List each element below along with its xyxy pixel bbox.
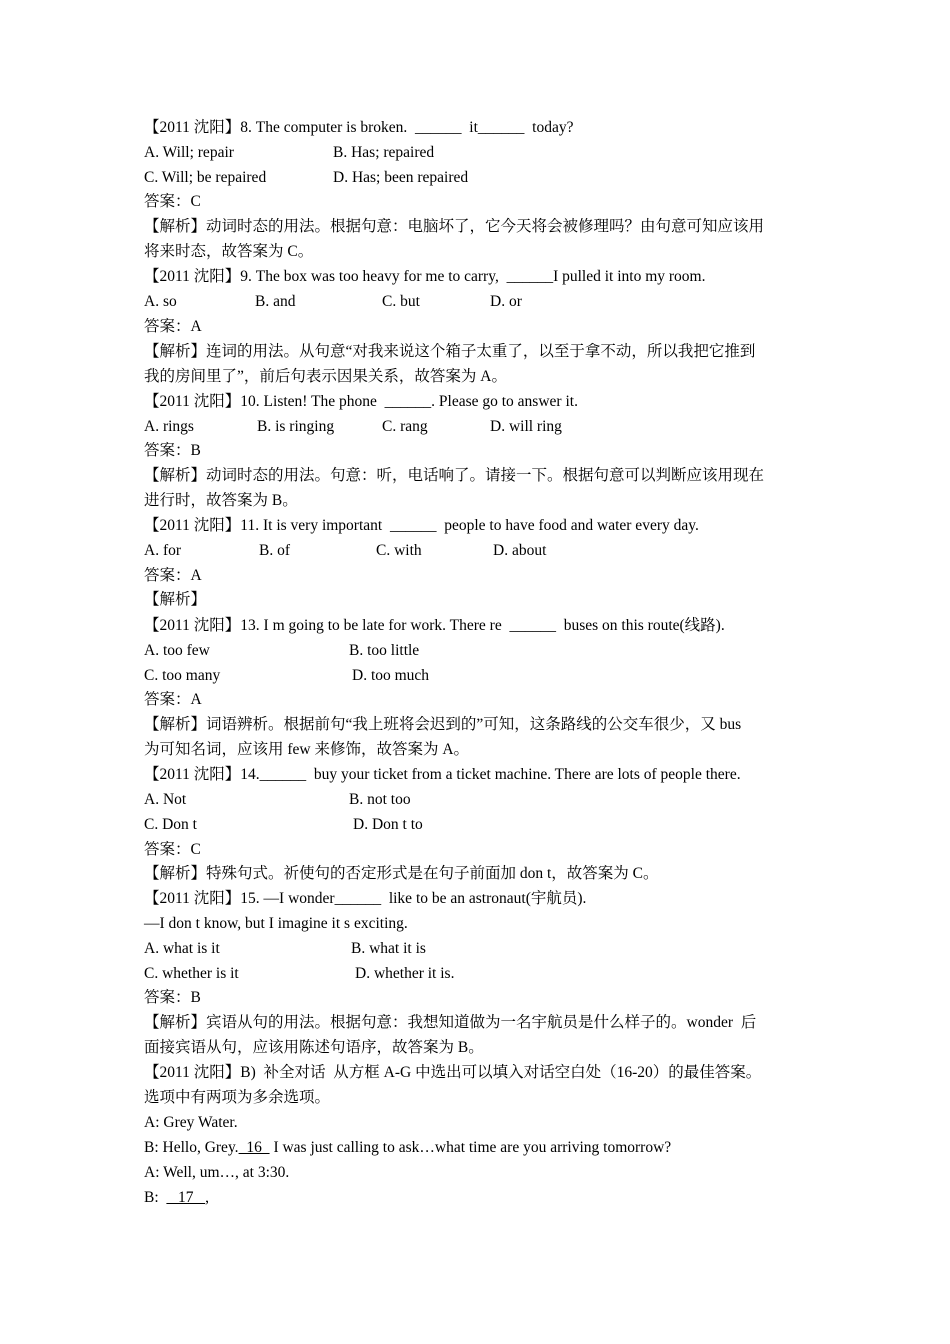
q11-option-b: B. of	[259, 542, 290, 559]
dialogue-line-4	[144, 1188, 209, 1208]
q13-option-b: B. too little	[349, 642, 420, 659]
q10-option-b: B. is ringing	[257, 418, 335, 435]
q13-answer: 答案：A	[144, 691, 202, 708]
question-15: 【2011 沈阳】15. —I wonder______ like to be an astronaut(宇航员).	[144, 890, 587, 907]
q8-option-b: B. Has; repaired	[333, 144, 435, 161]
question-9: 【2011 沈阳】9. The box was too heavy for me to carry, ______I pulled it into my room.	[144, 268, 706, 285]
q15-reply: —I don t know, but I imagine it s exciting.	[144, 915, 408, 932]
q10-explanation: 【解析】动词时态的用法。句意：听，电话响了。请接一下。根据句意可以判断应该用现在	[144, 467, 765, 484]
dialogue-speaker-b-2: B:	[144, 1189, 167, 1206]
dialogue-line-3: A: Well, um…, at 3:30.	[144, 1164, 290, 1181]
dialogue-line-2	[144, 1138, 671, 1158]
section-b-instructions: 【2011 沈阳】B) 补全对话 从方框 A-G 中选出可以填入对话空白处（16-20）的最佳答案。	[144, 1064, 762, 1081]
q8-explanation: 【解析】动词时态的用法。根据句意：电脑坏了，它今天将会被修理吗？由句意可知应该用	[144, 218, 765, 235]
q15-explanation-cont: 面接宾语从句，应该用陈述句语序，故答案为 B。	[144, 1039, 484, 1056]
question-13: 【2011 沈阳】13. I m going to be late for work. There re ______ buses on this route(线路).	[144, 617, 725, 634]
question-11: 【2011 沈阳】11. It is very important ______ people to have food and water every day.	[144, 517, 699, 534]
q10-explanation-cont: 进行时，故答案为 B。	[144, 492, 298, 509]
q15-option-d: D. whether it is.	[355, 965, 455, 982]
q11-answer: 答案：A	[144, 567, 202, 584]
q14-option-d: D. Don t to	[353, 816, 423, 833]
q9-option-c: C. but	[382, 293, 420, 310]
q14-explanation: 【解析】特殊句式。祈使句的否定形式是在句子前面加 don t，故答案为 C。	[144, 865, 659, 882]
q10-answer: 答案：B	[144, 442, 201, 459]
q15-option-a: A. what is it	[144, 940, 220, 957]
q11-option-a: A. for	[144, 542, 182, 559]
blank-16: 16	[238, 1139, 270, 1156]
q15-option-b: B. what it is	[351, 940, 426, 957]
q13-option-c: C. too many	[144, 667, 221, 684]
q13-option-d: D. too much	[352, 667, 430, 684]
q9-option-d: D. or	[490, 293, 522, 310]
dialogue-line-2-rest: I was just calling to ask…what time are you arriving tomorrow?	[269, 1139, 672, 1156]
q14-option-b: B. not too	[349, 791, 411, 808]
q8-explanation-cont: 将来时态，故答案为 C。	[144, 243, 314, 260]
blank-17: 17	[166, 1189, 206, 1206]
q11-option-c: C. with	[376, 542, 422, 559]
q8-option-c: C. Will; be repaired	[144, 169, 267, 186]
section-b-instructions-cont: 选项中有两项为多余选项。	[144, 1089, 331, 1106]
q14-option-a: A. Not	[144, 791, 187, 808]
q8-option-d: D. Has; been repaired	[333, 169, 469, 186]
q15-answer: 答案：B	[144, 989, 201, 1006]
question-10: 【2011 沈阳】10. Listen! The phone ______. Please go to answer it.	[144, 393, 578, 410]
q11-option-d: D. about	[493, 542, 547, 559]
dialogue-line-1: A: Grey Water.	[144, 1114, 238, 1131]
question-8: 【2011 沈阳】8. The computer is broken. ______ it______ today?	[144, 119, 574, 136]
q14-option-c: C. Don t	[144, 816, 197, 833]
q11-explanation: 【解析】	[144, 591, 207, 608]
q10-option-c: C. rang	[382, 418, 428, 435]
q13-explanation: 【解析】词语辨析。根据前句“我上班将会迟到的”可知，这条路线的公交车很少，又 bus	[144, 716, 742, 733]
q14-answer: 答案：C	[144, 841, 201, 858]
question-14: 【2011 沈阳】14.______ buy your ticket from a ticket machine. There are lots of people there.	[144, 766, 741, 783]
q9-option-b: B. and	[255, 293, 296, 310]
q9-option-a: A. so	[144, 293, 177, 310]
q9-explanation-cont: 我的房间里了”，前后句表示因果关系，故答案为 A。	[144, 368, 507, 385]
q9-explanation: 【解析】连词的用法。从句意“对我来说这个箱子太重了，以至于拿不动，所以我把它推到	[144, 343, 756, 360]
q15-option-c: C. whether is it	[144, 965, 239, 982]
dialogue-speaker-b: B: Hello, Grey.	[144, 1139, 239, 1156]
q10-option-a: A. rings	[144, 418, 194, 435]
q8-option-a: A. Will; repair	[144, 144, 234, 161]
q15-explanation: 【解析】宾语从句的用法。根据句意：我想知道做为一名宇航员是什么样子的。wonder 后	[144, 1014, 757, 1031]
q13-explanation-cont: 为可知名词，应该用 few 来修饰，故答案为 A。	[144, 741, 470, 758]
q9-answer: 答案：A	[144, 318, 202, 335]
dialogue-line-4-rest: ,	[205, 1189, 210, 1206]
q13-option-a: A. too few	[144, 642, 210, 659]
q8-answer: 答案：C	[144, 193, 201, 210]
q10-option-d: D. will ring	[490, 418, 562, 435]
